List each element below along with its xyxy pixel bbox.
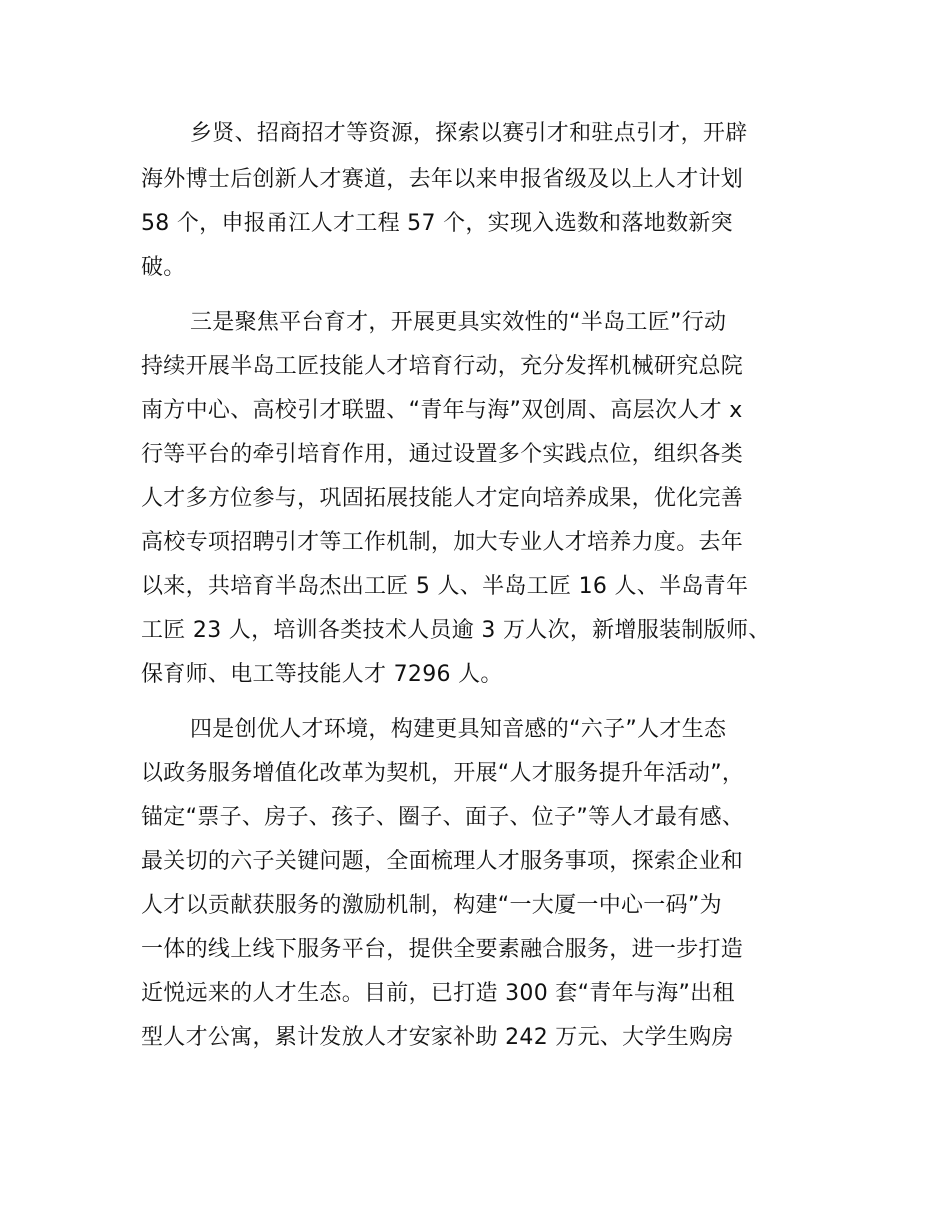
text-line: 乡贤、招商招才等资源，探索以赛引才和驻点引才，开辟: [190, 121, 748, 146]
text-line: 保育师、电工等技能人才 7296 人。: [141, 662, 503, 687]
text-line: 高校专项招聘引才等工作机制，加大专业人才培养力度。去年: [141, 530, 744, 555]
text-line: 一体的线上线下服务平台，提供全要素融合服务，进一步打造: [141, 937, 744, 962]
paragraph-heading-line: 三是聚焦平台育才，开展更具实效性的“半岛工匠”行动: [190, 310, 727, 335]
text-line: 人才多方位参与，巩固拓展技能人才定向培养成果，优化完善: [141, 486, 744, 511]
text-line: 人才以贡献获服务的激励机制，构建“一大厦一中心一码”为: [141, 893, 722, 918]
text-line: 锚定“票子、房子、孩子、圈子、面子、位子”等人才最有感、: [141, 805, 745, 830]
text-line: 破。: [141, 255, 186, 280]
text-line: 行等平台的牵引培育作用，通过设置多个实践点位，组织各类: [141, 442, 744, 467]
text-line: 型人才公寓，累计发放人才安家补助 242 万元、大学生购房: [141, 1025, 734, 1050]
paragraph-heading-line: 四是创优人才环境，构建更具知音感的“六子”人才生态: [190, 717, 727, 742]
text-line: 持续开展半岛工匠技能人才培育行动，充分发挥机械研究总院: [141, 354, 744, 379]
text-line: 以来，共培育半岛杰出工匠 5 人、半岛工匠 16 人、半岛青年: [141, 574, 749, 599]
text-line: 海外博士后创新人才赛道，去年以来申报省级及以上人才计划: [141, 167, 744, 192]
text-line: 58 个，申报甬江人才工程 57 个，实现入选数和落地数新突: [141, 211, 733, 236]
text-line: 南方中心、高校引才联盟、“青年与海”双创周、高层次人才 x: [141, 398, 743, 423]
text-line: 以政务服务增值化改革为契机，开展“人才服务提升年活动”，: [141, 761, 745, 786]
text-line: 最关切的六子关键问题，全面梳理人才服务事项，探索企业和: [141, 849, 744, 874]
text-line: 近悦远来的人才生态。目前，已打造 300 套“青年与海”出租: [141, 981, 735, 1006]
text-line: 工匠 23 人，培训各类技术人员逾 3 万人次，新增服装制版师、: [141, 618, 771, 643]
